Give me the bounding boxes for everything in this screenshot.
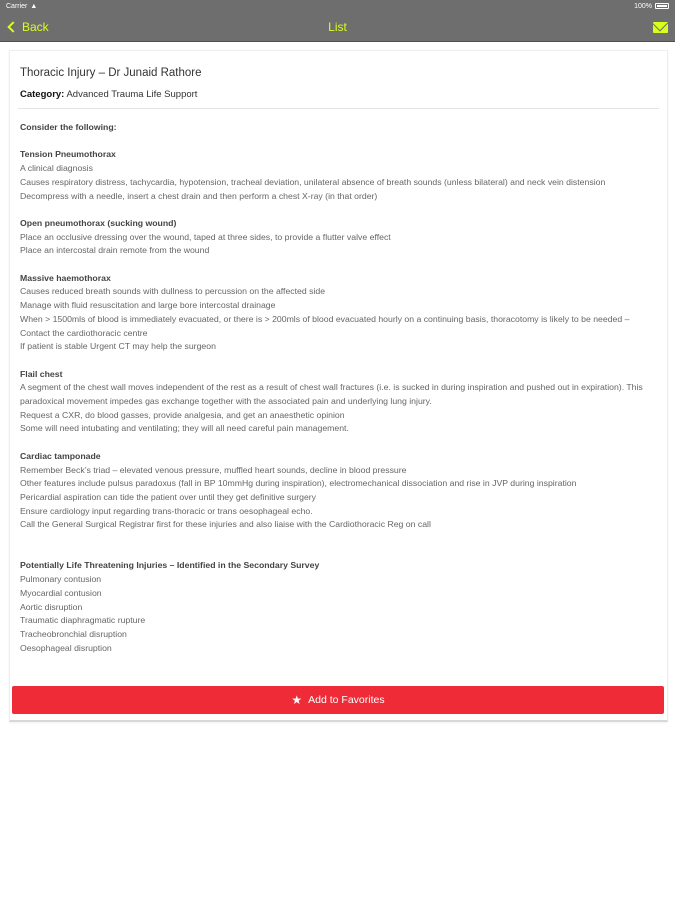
add-to-favorites-button[interactable] <box>12 686 664 714</box>
carrier-label: Carrier <box>6 2 28 10</box>
intro-text: Consider the following: <box>20 122 117 132</box>
section-heading: Flail chest <box>20 368 63 379</box>
section-line: Causes respiratory distress, tachycardia, hypotension, tracheal deviation, unilateral absence of breath sounds (unless bilateral) and neck vein distension <box>20 176 606 187</box>
section-line: Other features include pulsus paradoxus (fall in BP 10mmHg during inspiration), electromechanical dissociation and rise in JVP during inspiration <box>20 478 577 489</box>
article-header <box>20 67 657 100</box>
section-flail-chest <box>20 368 659 437</box>
article-card <box>9 50 668 722</box>
article-title: Thoracic Injury – Dr Junaid Rathore <box>20 67 202 79</box>
nav-title: List <box>328 20 347 34</box>
section-line: Pulmonary contusion <box>20 574 102 585</box>
section-heading: Potentially Life Threatening Injuries – Identified in the Secondary Survey <box>20 560 320 571</box>
section-line: Manage with fluid resuscitation and large bore intercostal drainage <box>20 300 276 311</box>
section-line: Tracheobronchial disruption <box>20 628 127 639</box>
section-line: Place an intercostal drain remote from the wound <box>20 245 210 256</box>
section-massive-haemothorax <box>20 272 659 354</box>
section-line: Aortic disruption <box>20 601 83 612</box>
section-line: Traumatic diaphragmatic rupture <box>20 615 146 626</box>
category-label: Category: <box>20 89 65 100</box>
section-heading: Cardiac tamponade <box>20 450 101 461</box>
section-secondary-survey <box>20 559 659 655</box>
section-line: Remember Beck’s triad – elevated venous pressure, muffled heart sounds, decline in blood pressure <box>20 464 407 475</box>
section-line: Some will need intubating and ventilating; they will all need careful pain management. <box>20 423 349 434</box>
section-line: Ensure cardiology input regarding trans-thoracic or trans oesophageal echo. <box>20 505 313 516</box>
wifi-icon: ▲ <box>30 2 38 10</box>
status-left <box>6 3 37 10</box>
article-category <box>20 89 657 100</box>
add-to-favorites-label: Add to Favorites <box>308 694 385 706</box>
back-label: Back <box>22 20 49 34</box>
article-body <box>20 121 659 669</box>
section-line: Call the General Surgical Registrar first for these injuries and also liaise with the Cardiothoracic Reg on call <box>20 519 431 530</box>
section-open-pneumothorax <box>20 217 659 258</box>
header-divider <box>18 108 659 109</box>
navigation-bar <box>0 12 675 42</box>
section-line: If patient is stable Urgent CT may help the surgeon <box>20 341 216 352</box>
section-tension-pneumothorax <box>20 148 659 203</box>
category-value: Advanced Trauma Life Support <box>66 89 198 100</box>
section-line: A segment of the chest wall moves independent of the rest as a result of chest wall fractures (i.e. is sucked in during inspiration and pushed out in expiration). This paradoxical movement impedes gas exchange together with the associated pain and underlying lung injury. <box>20 382 643 406</box>
mail-icon[interactable] <box>653 22 668 33</box>
section-line: Place an occlusive dressing over the wound, taped at three sides, to provide a flutter valve effect <box>20 231 391 242</box>
section-line: Pericardial aspiration can tide the patient over until they get definitive surgery <box>20 491 317 502</box>
section-heading: Massive haemothorax <box>20 272 111 283</box>
section-line: Myocardial contusion <box>20 587 102 598</box>
section-line: Oesophageal disruption <box>20 642 112 653</box>
status-bar <box>0 0 675 12</box>
section-line: A clinical diagnosis <box>20 163 93 174</box>
section-line: When > 1500mls of blood is immediately evacuated, or there is > 200mls of blood evacuated hourly on a continuing basis, thoracotomy is likely to be needed – Contact the cardiothoracic centre <box>20 313 630 338</box>
status-right <box>634 3 669 10</box>
section-line: Causes reduced breath sounds with dullness to percussion on the affected side <box>20 286 326 297</box>
battery-text: 100% <box>634 2 652 10</box>
section-line: Request a CXR, do blood gasses, provide analgesia, and get an anaesthetic opinion <box>20 409 345 420</box>
battery-icon <box>655 3 669 9</box>
section-heading: Open pneumothorax (sucking wound) <box>20 217 177 228</box>
spacer <box>20 546 659 560</box>
section-line: Decompress with a needle, insert a chest drain and then perform a chest X-ray (in that order) <box>20 190 378 201</box>
section-cardiac-tamponade <box>20 450 659 532</box>
star-icon: ★ <box>291 693 303 707</box>
section-heading: Tension Pneumothorax <box>20 149 116 160</box>
